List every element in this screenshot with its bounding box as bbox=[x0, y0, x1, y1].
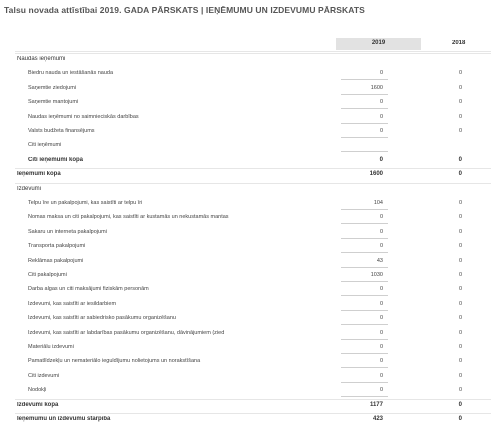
input-underline bbox=[341, 324, 388, 325]
table-row bbox=[0, 384, 491, 398]
value-2018: 0 bbox=[458, 84, 462, 91]
row-label: Ieņēmumu un izdevumu starpība bbox=[17, 416, 111, 422]
input-underline bbox=[341, 281, 388, 282]
value-2018: 0 bbox=[458, 272, 462, 278]
value-2019: 1600 bbox=[369, 171, 383, 178]
row-label: Citi izdevumi bbox=[28, 372, 60, 379]
value-2019: 0 bbox=[379, 243, 383, 250]
row-divider bbox=[15, 53, 491, 54]
row-label: Ieņēmumi kopā bbox=[17, 171, 61, 178]
table-row bbox=[0, 269, 491, 283]
value-2019: 0 bbox=[379, 387, 383, 394]
row-label: Naudas ieņēmumi bbox=[17, 56, 66, 62]
value-2019: 0 bbox=[379, 113, 383, 120]
value-2018: 0 bbox=[458, 99, 462, 106]
section-heading bbox=[0, 53, 491, 67]
value-2019: 0 bbox=[379, 300, 383, 307]
value-2018: 0 bbox=[458, 243, 462, 250]
value-2019: 0 bbox=[379, 214, 383, 221]
row-label: Pamatlīdzekļu un nemateriālo ieguldījumu nolietojums un norakstīšana bbox=[28, 358, 201, 365]
table-row bbox=[0, 240, 491, 254]
table-row bbox=[0, 67, 491, 81]
value-2019: 43 bbox=[376, 257, 383, 264]
input-underline bbox=[341, 94, 388, 95]
value-2019: 0 bbox=[379, 70, 383, 77]
value-2019: 0 bbox=[379, 99, 383, 106]
row-divider bbox=[15, 413, 491, 414]
table-row bbox=[0, 355, 491, 369]
input-underline bbox=[341, 108, 388, 109]
row-label: Izdevumi, kas saistīti ar labdarības pasākumu organizēšanu, dāvinājumiem (zied bbox=[28, 329, 225, 336]
value-2018: 0 bbox=[458, 200, 462, 206]
row-label: Izdevumi, kas saistīti ar sabiedrisko pasākumu organizēšanu bbox=[28, 315, 176, 322]
value-2018: 0 bbox=[458, 214, 462, 221]
total-row bbox=[0, 168, 491, 182]
value-2018: 0 bbox=[458, 228, 462, 235]
value-2019: 0 bbox=[379, 315, 383, 322]
input-underline bbox=[341, 209, 388, 210]
value-2019: 0 bbox=[379, 228, 383, 235]
table-row bbox=[0, 370, 491, 384]
row-label: Izdevumi kopā bbox=[17, 401, 59, 408]
row-label: Saņemtie ziedojumi bbox=[28, 84, 76, 91]
value-2018: 0 bbox=[458, 416, 462, 422]
total-row bbox=[0, 413, 491, 427]
input-underline bbox=[341, 79, 388, 80]
section-heading bbox=[0, 183, 491, 197]
input-underline bbox=[341, 123, 388, 124]
value-2019: 0 bbox=[379, 344, 383, 350]
value-2018: 0 bbox=[458, 156, 462, 163]
row-label: Nodokļi bbox=[28, 387, 47, 394]
value-2019: 1600 bbox=[370, 84, 383, 91]
row-label: Izdevumi bbox=[17, 185, 42, 192]
value-2019: 0 bbox=[379, 372, 383, 379]
value-2018: 0 bbox=[458, 128, 462, 134]
value-2018: 0 bbox=[458, 315, 462, 322]
input-underline bbox=[341, 310, 388, 311]
row-label: Biedru nauda un iestāšanās nauda bbox=[28, 70, 114, 77]
report-title: Talsu novada attīstībai 2019. GADA PĀRSKATS | IEŅĒMUMU UN IZDEVUMU PĀRSKATS bbox=[4, 5, 365, 15]
value-2018: 0 bbox=[458, 257, 462, 264]
input-underline bbox=[341, 238, 388, 239]
table-row bbox=[0, 111, 491, 125]
table-row bbox=[0, 96, 491, 110]
row-label: Saņemtie mantojumi bbox=[28, 99, 79, 106]
value-2019: 0 bbox=[379, 128, 383, 134]
input-underline bbox=[341, 367, 388, 368]
table-row bbox=[0, 255, 491, 269]
row-label: Telpu īre un pakalpojumi, kas saistīti ar telpu īri bbox=[28, 200, 143, 206]
column-header-2018: 2018 bbox=[452, 40, 466, 46]
value-2018: 0 bbox=[458, 286, 462, 293]
input-underline bbox=[341, 252, 388, 253]
input-underline bbox=[341, 295, 388, 296]
total-row bbox=[0, 399, 491, 413]
table-row bbox=[0, 82, 491, 96]
column-header-2019: 2019 bbox=[371, 40, 386, 46]
input-underline bbox=[341, 223, 388, 224]
table-row bbox=[0, 226, 491, 240]
table-row bbox=[0, 312, 491, 326]
row-divider bbox=[15, 183, 491, 184]
value-2018: 0 bbox=[458, 70, 462, 77]
table-row bbox=[0, 197, 491, 211]
value-2018: 0 bbox=[458, 401, 462, 408]
table-row bbox=[0, 327, 491, 341]
value-2019: 1030 bbox=[370, 272, 383, 278]
value-2019: 104 bbox=[373, 200, 383, 206]
row-divider bbox=[15, 399, 491, 400]
row-label: Citi pakalpojumi bbox=[28, 272, 67, 278]
header-divider bbox=[15, 51, 491, 52]
row-label: Transporta pakalpojumi bbox=[28, 243, 86, 250]
value-2018: 0 bbox=[458, 171, 462, 178]
row-label: Naudas ieņēmumi no saimnieciskās darbības bbox=[28, 113, 139, 120]
row-label: Izdevumi, kas saistīti ar iesildarbiem bbox=[28, 300, 117, 307]
table-row bbox=[0, 211, 491, 225]
value-2018: 0 bbox=[458, 300, 462, 307]
row-label: Materiālu izdevumi bbox=[28, 344, 74, 350]
table-row bbox=[0, 139, 491, 153]
input-underline bbox=[341, 396, 388, 397]
row-label: Nomas maksa un citi pakalpojumi, kas saistīti ar kustamās un nekustamās mantas bbox=[28, 214, 229, 221]
input-underline bbox=[341, 382, 388, 383]
value-2019: 0 bbox=[379, 329, 383, 336]
value-2018: 0 bbox=[458, 344, 462, 350]
value-2018: 0 bbox=[458, 387, 462, 394]
row-label: Reklāmas pakalpojumi bbox=[28, 257, 84, 264]
value-2018: 0 bbox=[458, 113, 462, 120]
total-row bbox=[0, 154, 491, 168]
value-2018: 0 bbox=[458, 358, 462, 365]
value-2019: 423 bbox=[372, 416, 383, 422]
row-divider bbox=[15, 168, 491, 169]
row-label: Sakaru un interneta pakalpojumi bbox=[28, 228, 107, 235]
input-underline bbox=[341, 339, 388, 340]
input-underline bbox=[341, 267, 388, 268]
value-2019: 0 bbox=[379, 358, 383, 365]
value-2019: 0 bbox=[379, 156, 383, 163]
table-row bbox=[0, 298, 491, 312]
row-label: Citi ieņēmumi kopā bbox=[28, 156, 84, 163]
value-2019: 1177 bbox=[369, 401, 383, 408]
table-row bbox=[0, 283, 491, 297]
row-label: Citi ieņēmumi bbox=[28, 142, 62, 149]
row-label: Darba algas un citi maksājumi fiziskām personām bbox=[28, 286, 149, 293]
input-underline bbox=[341, 353, 388, 354]
input-underline bbox=[341, 137, 388, 138]
table-row bbox=[0, 125, 491, 139]
table-row bbox=[0, 341, 491, 355]
value-2019: 0 bbox=[379, 286, 383, 293]
value-2018: 0 bbox=[458, 372, 462, 379]
row-label: Valsts budžeta finansējums bbox=[28, 128, 95, 134]
value-2018: 0 bbox=[458, 329, 462, 336]
input-underline bbox=[341, 151, 388, 152]
